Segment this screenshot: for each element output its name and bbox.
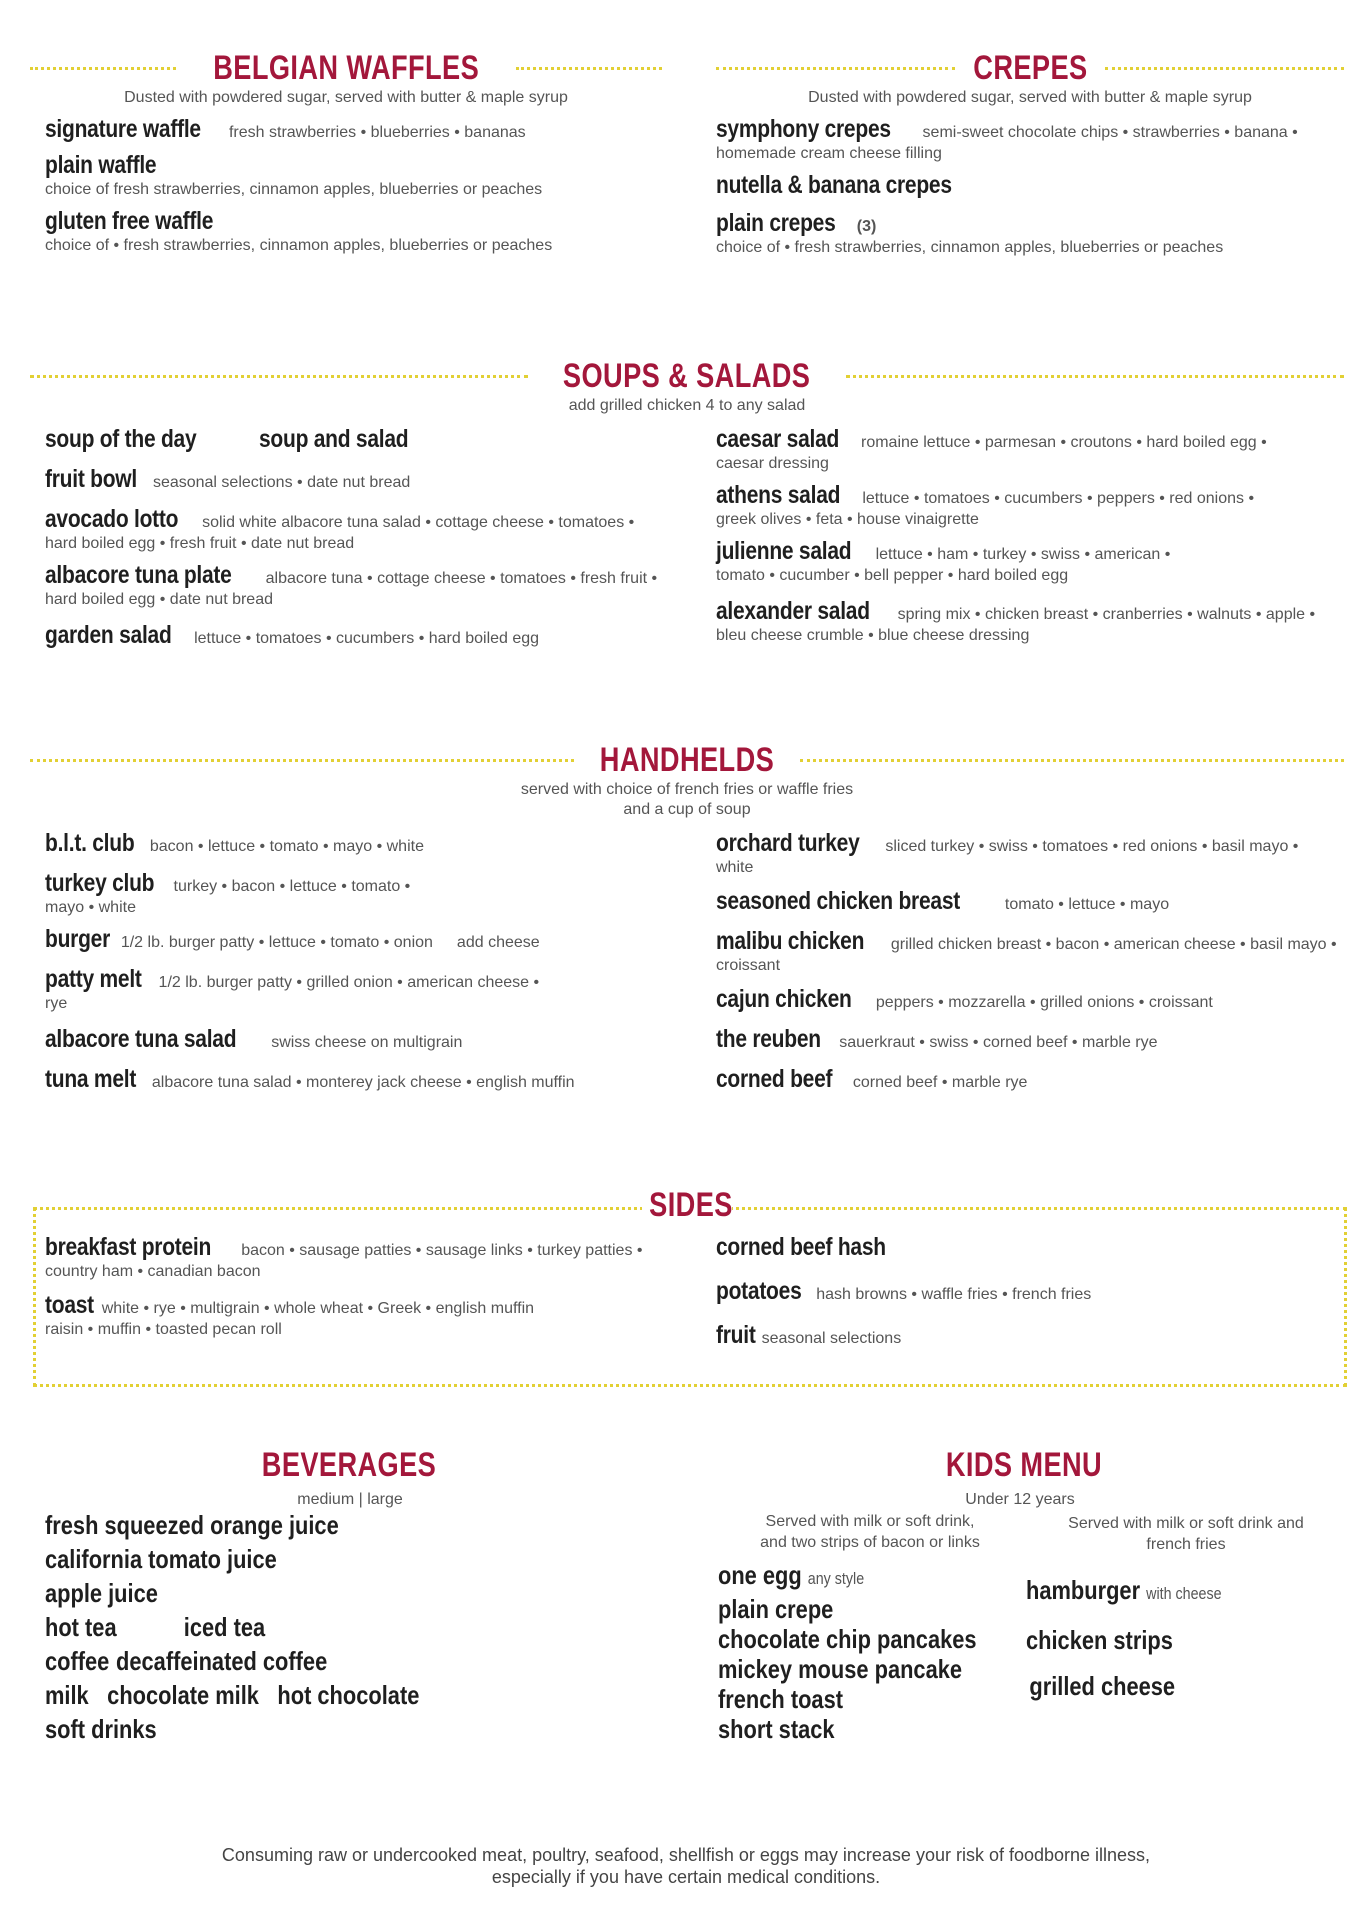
kids-right-list	[1026, 1575, 1346, 1701]
beverage-row: hot tea iced tea	[45, 1612, 266, 1642]
kids-item: hamburger with cheese	[1026, 1575, 1222, 1605]
menu-item: turkey club turkey • bacon • lettuce • tomato • mayo • white	[45, 869, 411, 916]
kids-item: chocolate chip pancakes	[718, 1624, 977, 1654]
menu-item: plain waffle choice of fresh strawberries, cinnamon apples, blueberries or peaches	[45, 151, 543, 198]
section-title: SOUPS & SALADS	[563, 356, 811, 395]
section-subtitle: and a cup of soup	[623, 801, 751, 818]
kids-item: chicken strips	[1026, 1625, 1173, 1655]
dotted-rule	[30, 67, 176, 70]
dotted-rule	[800, 759, 1344, 762]
menu-item: albacore tuna salad swiss cheese on multigrain	[45, 1025, 463, 1053]
menu-item: fruit bowl seasonal selections • date nut bread	[45, 465, 411, 493]
sides-right-list	[716, 1233, 1336, 1350]
menu-item: julienne salad lettuce • ham • turkey • swiss • american • tomato • cucumber • bell pepper • hard boiled egg	[716, 537, 1171, 584]
menu-item: plain crepes (3) choice of • fresh strawberries, cinnamon apples, blueberries or peaches	[716, 209, 1224, 256]
kids-note-left: Served with milk or soft drink,	[765, 1513, 975, 1530]
kids-left-list	[718, 1560, 1048, 1744]
menu-item: athens salad lettuce • tomatoes • cucumbers • peppers • red onions • greek olives • feta • house vinaigrette	[716, 481, 1255, 528]
menu-item: alexander salad spring mix • chicken breast • cranberries • walnuts • apple • bleu cheese crumble • blue cheese dressing	[716, 597, 1316, 644]
menu-item: avocado lotto solid white albacore tuna salad • cottage cheese • tomatoes • hard boiled egg • fresh fruit • date nut bread	[45, 505, 635, 552]
section-title: BELGIAN WAFFLES	[213, 48, 479, 87]
section-title: KIDS MENU	[945, 1446, 1103, 1484]
menu-item: symphony crepes semi-sweet chocolate chips • strawberries • banana • homemade cream cheese filling	[716, 115, 1298, 162]
menu-item: signature waffle fresh strawberries • blueberries • bananas	[45, 115, 526, 143]
menu-item: seasoned chicken breast tomato • lettuce • mayo	[716, 887, 1170, 915]
section-title: CREPES	[972, 48, 1088, 87]
menu-item: cajun chicken peppers • mozzarella • grilled onions • croissant	[716, 985, 1213, 1013]
beverage-row: milk chocolate milk hot chocolate	[45, 1680, 420, 1710]
soups-left-list	[45, 425, 675, 650]
section-subtitle: served with choice of french fries or waffle fries	[520, 781, 854, 798]
dotted-rule	[30, 375, 528, 378]
section-subtitle: medium | large	[297, 1491, 403, 1508]
menu-item: soup of the day soup and salad	[45, 425, 409, 453]
menu-item: patty melt 1/2 lb. burger patty • grilled onion • american cheese • rye	[45, 965, 540, 1012]
menu-item: breakfast protein bacon • sausage patties • sausage links • turkey patties • country ham • canadian bacon	[45, 1233, 643, 1280]
waffles-list	[45, 115, 665, 256]
beverage-row: fresh squeezed orange juice	[45, 1510, 339, 1540]
kids-note-right: Served with milk or soft drink and	[1068, 1515, 1304, 1532]
section-title: SIDES	[649, 1186, 733, 1224]
soups-header	[30, 356, 1344, 396]
soups-right-list	[716, 425, 1346, 646]
beverage-row: soft drinks	[45, 1714, 157, 1744]
kids-item: grilled cheese	[1029, 1671, 1176, 1701]
menu-item: corned beef corned beef • marble rye	[716, 1065, 1028, 1093]
menu-item: fruit seasonal selections	[716, 1321, 902, 1349]
kids-item: plain crepe	[718, 1594, 834, 1624]
menu-item: albacore tuna plate albacore tuna • cottage cheese • tomatoes • fresh fruit • hard boiled egg • date nut bread	[45, 561, 658, 608]
dotted-rule	[516, 67, 662, 70]
handhelds-left-list	[45, 829, 675, 1094]
kids-item: french toast	[718, 1684, 844, 1714]
section-subtitle: Dusted with powdered sugar, served with butter & maple syrup	[808, 89, 1252, 106]
menu-item: the reuben sauerkraut • swiss • corned beef • marble rye	[716, 1025, 1158, 1053]
menu-item: burger 1/2 lb. burger patty • lettuce • tomato • onion add cheese	[45, 925, 540, 953]
handhelds-header	[30, 740, 1344, 780]
kids-item: short stack	[718, 1714, 835, 1744]
handhelds-right-list	[716, 829, 1346, 1094]
footer-disclaimer: especially if you have certain medical conditions.	[491, 1867, 881, 1887]
dotted-rule	[1105, 67, 1344, 70]
menu-item: garden salad lettuce • tomatoes • cucumbers • hard boiled egg	[45, 621, 540, 649]
section-title: BEVERAGES	[261, 1446, 437, 1484]
menu-item: tuna melt albacore tuna salad • monterey jack cheese • english muffin	[45, 1065, 575, 1093]
menu-item: caesar salad romaine lettuce • parmesan • croutons • hard boiled egg • caesar dressing	[716, 425, 1267, 472]
section-title: HANDHELDS	[599, 740, 775, 779]
beverage-row: apple juice	[45, 1578, 158, 1608]
footer-disclaimer: Consuming raw or undercooked meat, poultry, seafood, shellfish or eggs may increase your risk of foodborne illness,	[221, 1845, 1151, 1865]
crepes-header	[716, 48, 1344, 88]
section-subtitle: add grilled chicken 4 to any salad	[568, 397, 806, 414]
menu-item: toast white • rye • multigrain • whole wheat • Greek • english muffin raisin • muffin • toasted pecan roll	[45, 1291, 535, 1338]
menu-item: b.l.t. club bacon • lettuce • tomato • mayo • white	[45, 829, 424, 857]
menu-item: malibu chicken grilled chicken breast • bacon • american cheese • basil mayo • croissant	[716, 927, 1337, 974]
kids-item: one egg any style	[718, 1560, 865, 1590]
menu-item: gluten free waffle choice of • fresh strawberries, cinnamon apples, blueberries or peaches	[45, 207, 553, 254]
dotted-rule	[30, 759, 574, 762]
menu-item: orchard turkey sliced turkey • swiss • tomatoes • red onions • basil mayo • white	[716, 829, 1299, 876]
kids-item: mickey mouse pancake	[718, 1654, 963, 1684]
kids-note-left: and two strips of bacon or links	[760, 1534, 980, 1551]
menu-item: corned beef hash	[716, 1233, 886, 1261]
dotted-rule	[716, 67, 955, 70]
waffles-header	[30, 48, 662, 88]
crepes-list	[716, 115, 1336, 258]
beverage-row: california tomato juice	[45, 1544, 277, 1574]
dotted-rule	[846, 375, 1344, 378]
beverages-list	[45, 1508, 605, 1746]
sides-left-list	[45, 1233, 675, 1340]
section-subtitle: Dusted with powdered sugar, served with butter & maple syrup	[124, 89, 568, 106]
kids-note-right: french fries	[1146, 1536, 1226, 1553]
menu-item: potatoes hash browns • waffle fries • french fries	[716, 1277, 1092, 1305]
section-subtitle: Under 12 years	[965, 1491, 1075, 1508]
menu-item: nutella & banana crepes	[716, 171, 952, 199]
beverage-row: coffee decaffeinated coffee	[45, 1646, 328, 1676]
